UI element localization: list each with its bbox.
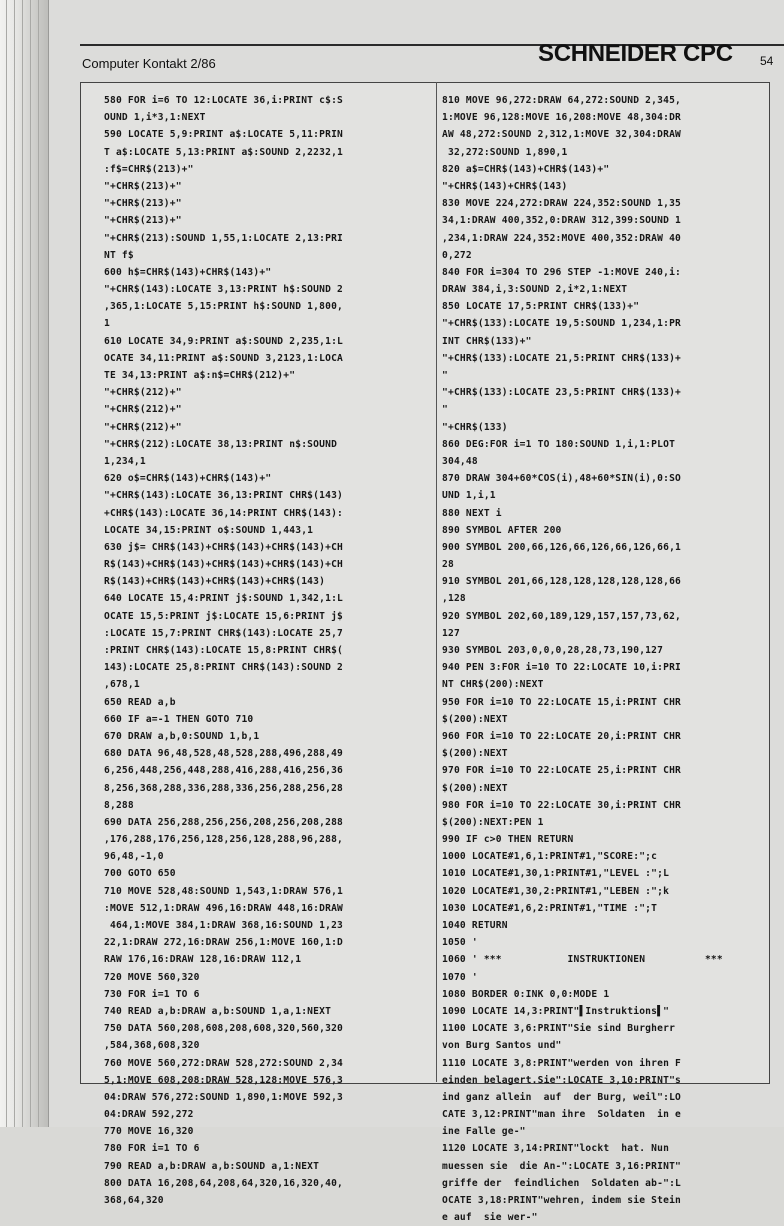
code-line: 1090 LOCATE 14,3:PRINT"▌Instruktions▌" xyxy=(442,1005,670,1017)
code-line: von Burg Santos und" xyxy=(442,1040,562,1052)
code-line: TE 34,13:PRINT a$:n$=CHR$(212)+" xyxy=(104,370,296,381)
code-line: NT f$ xyxy=(104,249,134,261)
code-line: :PRINT CHR$(143):LOCATE 15,8:PRINT CHR$( xyxy=(104,645,344,656)
code-line: 690 DATA 256,288,256,256,208,256,208,288 xyxy=(104,816,344,828)
code-line: "+CHR$(212)+" xyxy=(104,404,182,416)
code-line: 1070 ' xyxy=(442,971,478,983)
code-line: 1120 LOCATE 3,14:PRINT"lockt hat. Nun xyxy=(442,1143,670,1155)
code-line: 1030 LOCATE#1,6,2:PRINT#1,"TIME :";T xyxy=(442,902,658,914)
code-line: 760 MOVE 560,272:DRAW 528,272:SOUND 2,34 xyxy=(104,1057,344,1069)
code-line: 820 a$=CHR$(143)+CHR$(143)+" xyxy=(442,163,610,175)
code-line: 850 LOCATE 17,5:PRINT CHR$(133)+" xyxy=(442,301,640,313)
code-line: RAW 176,16:DRAW 128,16:DRAW 112,1 xyxy=(104,954,302,966)
code-line: 127 xyxy=(442,627,460,639)
code-line: 0,272 xyxy=(442,249,472,261)
column-divider xyxy=(436,82,437,1082)
binding-line xyxy=(22,0,23,1127)
code-line: "+CHR$(213)+" xyxy=(104,180,182,192)
code-line: OCATE 3,18:PRINT"wehren, indem sie Stein xyxy=(442,1195,682,1206)
code-line: OCATE 34,11:PRINT a$:SOUND 3,2123,1:LOCA xyxy=(104,352,344,364)
code-line: " xyxy=(442,404,448,416)
code-line: 04:DRAW 592,272 xyxy=(104,1109,194,1121)
code-line: 870 DRAW 304+60*COS(i),48+60*SIN(i),0:SO xyxy=(442,473,682,485)
code-line: 34,1:DRAW 400,352,0:DRAW 312,399:SOUND 1 xyxy=(442,215,682,227)
code-line: AW 48,272:SOUND 2,312,1:MOVE 32,304:DRAW xyxy=(442,129,682,141)
code-line: 880 NEXT i xyxy=(442,507,502,519)
code-line: $(200):NEXT xyxy=(442,713,508,725)
code-line: 600 h$=CHR$(143)+CHR$(143)+" xyxy=(104,266,272,278)
page-binding-edge xyxy=(0,0,49,1127)
code-line: "+CHR$(213)+" xyxy=(104,198,182,210)
code-line: 710 MOVE 528,48:SOUND 1,543,1:DRAW 576,1 xyxy=(104,885,344,897)
code-line: R$(143)+CHR$(143)+CHR$(143)+CHR$(143) xyxy=(104,576,326,588)
code-line: 640 LOCATE 15,4:PRINT j$:SOUND 1,342,1:L xyxy=(104,593,344,605)
code-line: "+CHR$(133) xyxy=(442,421,508,433)
code-line: "+CHR$(213)+" xyxy=(104,215,182,227)
code-line: 5,1:MOVE 608,208:DRAW 528,128:MOVE 576,3 xyxy=(104,1074,344,1086)
code-line: 970 FOR i=10 TO 22:LOCATE 25,i:PRINT CHR xyxy=(442,765,682,777)
code-line: 910 SYMBOL 201,66,128,128,128,128,128,66 xyxy=(442,576,682,588)
binding-line xyxy=(30,0,31,1127)
code-line: ,678,1 xyxy=(104,679,140,691)
code-line: 780 FOR i=1 TO 6 xyxy=(104,1143,200,1155)
listing-left-column xyxy=(104,92,430,1209)
code-line: 6,256,448,256,448,288,416,288,416,256,36 xyxy=(104,765,344,777)
code-line: 980 FOR i=10 TO 22:LOCATE 30,i:PRINT CHR xyxy=(442,799,682,811)
code-line: $(200):NEXT:PEN 1 xyxy=(442,816,544,828)
code-line: 580 FOR i=6 TO 12:LOCATE 36,i:PRINT c$:S xyxy=(104,95,344,106)
code-line: 750 DATA 560,208,608,208,608,320,560,320 xyxy=(104,1023,344,1035)
binding-line xyxy=(6,0,7,1127)
code-line: LOCATE 34,15:PRINT o$:SOUND 1,443,1 xyxy=(104,524,314,536)
code-line: 1060 ' *** INSTRUKTIONEN *** xyxy=(442,954,723,966)
code-line: 830 MOVE 224,272:DRAW 224,352:SOUND 1,35 xyxy=(442,198,682,210)
code-line: 960 FOR i=10 TO 22:LOCATE 20,i:PRINT CHR xyxy=(442,730,682,742)
code-line: 28 xyxy=(442,559,454,571)
code-line: ind ganz allein auf der Burg, weil":LO xyxy=(442,1091,682,1103)
code-line: "+CHR$(143)+CHR$(143) xyxy=(442,180,568,192)
code-line: 8,288 xyxy=(104,799,134,811)
code-line: 1050 ' xyxy=(442,937,478,949)
code-line: 1 xyxy=(104,318,110,330)
code-line: 1000 LOCATE#1,6,1:PRINT#1,"SCORE:";c xyxy=(442,851,658,863)
code-line: 32,272:SOUND 1,890,1 xyxy=(442,146,568,158)
code-line: 790 READ a,b:DRAW a,b:SOUND a,1:NEXT xyxy=(104,1160,320,1172)
code-line: 950 FOR i=10 TO 22:LOCATE 15,i:PRINT CHR xyxy=(442,696,682,708)
code-line: 990 IF c>0 THEN RETURN xyxy=(442,834,574,846)
code-line: 650 READ a,b xyxy=(104,696,176,708)
code-line: einden belagert.Sie":LOCATE 3,10:PRINT"s xyxy=(442,1074,682,1086)
code-line: "+CHR$(212)+" xyxy=(104,387,182,399)
code-line: 930 SYMBOL 203,0,0,0,28,28,73,190,127 xyxy=(442,645,664,656)
code-line: muessen sie die An-":LOCATE 3,16:PRINT" xyxy=(442,1160,682,1172)
page-number: 54 xyxy=(760,54,774,68)
code-line: R$(143)+CHR$(143)+CHR$(143)+CHR$(143)+CH xyxy=(104,559,344,571)
code-line: 680 DATA 96,48,528,48,528,288,496,288,49 xyxy=(104,748,344,760)
code-line: "+CHR$(133):LOCATE 19,5:SOUND 1,234,1:PR xyxy=(442,318,682,330)
code-line: "+CHR$(213):SOUND 1,55,1:LOCATE 2,13:PRI xyxy=(104,232,344,244)
code-line: NT CHR$(200):NEXT xyxy=(442,679,544,691)
code-line: 700 GOTO 650 xyxy=(104,868,176,880)
code-line: 900 SYMBOL 200,66,126,66,126,66,126,66,1 xyxy=(442,541,682,553)
code-line: 368,64,320 xyxy=(104,1195,164,1206)
code-line: 590 LOCATE 5,9:PRINT a$:LOCATE 5,11:PRIN xyxy=(104,129,344,141)
code-line: e auf sie wer-" xyxy=(442,1212,538,1224)
code-line: 1110 LOCATE 3,8:PRINT"werden von ihren F xyxy=(442,1057,682,1069)
code-line: ,584,368,608,320 xyxy=(104,1040,200,1052)
code-line: 730 FOR i=1 TO 6 xyxy=(104,988,200,1000)
code-line: +CHR$(143):LOCATE 36,14:PRINT CHR$(143): xyxy=(104,507,344,519)
code-line: 920 SYMBOL 202,60,189,129,157,157,73,62, xyxy=(442,610,682,622)
code-line: CATE 3,12:PRINT"man ihre Soldaten in e xyxy=(442,1109,682,1121)
code-line: T a$:LOCATE 5,13:PRINT a$:SOUND 2,2232,1 xyxy=(104,146,344,158)
code-line: ,128 xyxy=(442,593,466,605)
code-line: 1:MOVE 96,128:MOVE 16,208:MOVE 48,304:DR xyxy=(442,112,682,124)
code-line: 740 READ a,b:DRAW a,b:SOUND 1,a,1:NEXT xyxy=(104,1005,332,1017)
code-line: ,234,1:DRAW 224,352:MOVE 400,352:DRAW 40 xyxy=(442,232,682,244)
code-line: INT CHR$(133)+" xyxy=(442,335,532,347)
code-line: :f$=CHR$(213)+" xyxy=(104,163,194,175)
code-line: 840 FOR i=304 TO 296 STEP -1:MOVE 240,i: xyxy=(442,266,682,278)
code-line: 860 DEG:FOR i=1 TO 180:SOUND 1,i,1:PLOT xyxy=(442,438,676,450)
code-line: 1,234,1 xyxy=(104,455,146,467)
code-line: 1010 LOCATE#1,30,1:PRINT#1,"LEVEL :";L xyxy=(442,868,670,880)
code-line: 890 SYMBOL AFTER 200 xyxy=(442,524,562,536)
code-line: 660 IF a=-1 THEN GOTO 710 xyxy=(104,713,254,725)
code-line: 770 MOVE 16,320 xyxy=(104,1126,194,1138)
code-line: "+CHR$(212):LOCATE 38,13:PRINT n$:SOUND xyxy=(104,438,338,450)
code-line: 610 LOCATE 34,9:PRINT a$:SOUND 2,235,1:L xyxy=(104,335,344,347)
code-line: "+CHR$(143):LOCATE 3,13:PRINT h$:SOUND 2 xyxy=(104,284,344,296)
code-line: "+CHR$(143):LOCATE 36,13:PRINT CHR$(143) xyxy=(104,490,344,502)
code-line: 04:DRAW 576,272:SOUND 1,890,1:MOVE 592,3 xyxy=(104,1091,344,1103)
section-title: SCHNEIDER CPC xyxy=(538,40,733,67)
code-line: 1020 LOCATE#1,30,2:PRINT#1,"LEBEN :";k xyxy=(442,885,670,897)
code-line: 143):LOCATE 25,8:PRINT CHR$(143):SOUND 2 xyxy=(104,662,344,674)
code-line: 1080 BORDER 0:INK 0,0:MODE 1 xyxy=(442,988,610,1000)
code-line: "+CHR$(133):LOCATE 21,5:PRINT CHR$(133)+ xyxy=(442,352,682,364)
code-line: ine Falle ge-" xyxy=(442,1126,526,1138)
code-line: 810 MOVE 96,272:DRAW 64,272:SOUND 2,345, xyxy=(442,95,682,106)
code-line: 8,256,368,288,336,288,336,256,288,256,28 xyxy=(104,782,344,794)
code-line: ,365,1:LOCATE 5,15:PRINT h$:SOUND 1,800, xyxy=(104,301,344,313)
code-line: "+CHR$(133):LOCATE 23,5:PRINT CHR$(133)+ xyxy=(442,387,682,399)
code-line: 940 PEN 3:FOR i=10 TO 22:LOCATE 10,i:PRI xyxy=(442,662,682,674)
magazine-issue-label: Computer Kontakt 2/86 xyxy=(82,56,216,71)
code-line: OCATE 15,5:PRINT j$:LOCATE 15,6:PRINT j$ xyxy=(104,610,344,622)
code-line: 630 j$= CHR$(143)+CHR$(143)+CHR$(143)+CH xyxy=(104,541,344,553)
code-line: 1040 RETURN xyxy=(442,920,508,931)
code-line: OUND 1,i*3,1:NEXT xyxy=(104,112,206,124)
code-line: :MOVE 512,1:DRAW 496,16:DRAW 448,16:DRAW xyxy=(104,902,344,914)
code-line: :LOCATE 15,7:PRINT CHR$(143):LOCATE 25,7 xyxy=(104,627,344,639)
code-line: DRAW 384,i,3:SOUND 2,i*2,1:NEXT xyxy=(442,284,628,296)
code-line: 22,1:DRAW 272,16:DRAW 256,1:MOVE 160,1:D xyxy=(104,937,344,949)
code-line: "+CHR$(212)+" xyxy=(104,421,182,433)
code-line: $(200):NEXT xyxy=(442,782,508,794)
code-line: 304,48 xyxy=(442,455,478,467)
code-line: 96,48,-1,0 xyxy=(104,851,164,863)
code-line: 1100 LOCATE 3,6:PRINT"Sie sind Burgherr xyxy=(442,1023,676,1035)
binding-line xyxy=(14,0,15,1127)
code-line: 464,1:MOVE 384,1:DRAW 368,16:SOUND 1,23 xyxy=(104,920,344,931)
code-line: 800 DATA 16,208,64,208,64,320,16,320,40, xyxy=(104,1177,344,1189)
code-line: ,176,288,176,256,128,256,128,288,96,288, xyxy=(104,834,344,846)
binding-line xyxy=(38,0,39,1127)
code-line: 670 DRAW a,b,0:SOUND 1,b,1 xyxy=(104,730,260,742)
code-line: $(200):NEXT xyxy=(442,748,508,760)
code-line: 720 MOVE 560,320 xyxy=(104,971,200,983)
code-line: griffe der feindlichen Soldaten ab-":L xyxy=(442,1177,682,1189)
code-line: " xyxy=(442,370,448,381)
listing-right-column xyxy=(442,92,772,1226)
code-line: 620 o$=CHR$(143)+CHR$(143)+" xyxy=(104,473,272,485)
code-line: UND 1,i,1 xyxy=(442,490,496,502)
